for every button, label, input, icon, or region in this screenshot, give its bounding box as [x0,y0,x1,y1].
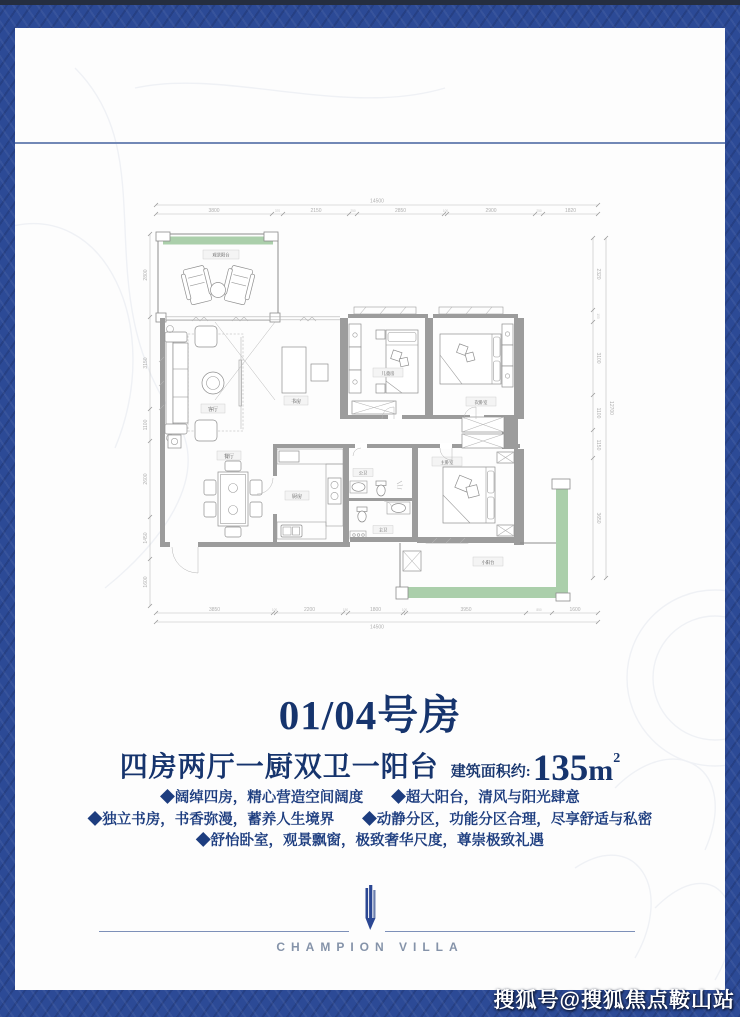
unit-subtitle-row [15,745,725,789]
room-label-kids: 儿童房 [381,370,395,376]
feature-item: ◆独立书房，书香弥漫，蓄养人生境界 [87,811,335,828]
guest-bathroom [350,469,403,497]
dining-room [204,451,262,537]
master-bedroom [432,452,514,536]
feature-item: ◆阔绰四房，精心营造空间阔度 [160,790,364,806]
svg-text:150: 150 [596,313,600,319]
content-panel [15,28,725,990]
svg-text:250: 250 [350,209,356,213]
svg-text:2850: 2850 [394,208,407,214]
secondary-bedroom [440,324,513,406]
room-label-master-bed: 主卧室 [440,459,454,465]
room-label-living: 客厅 [207,406,219,413]
svg-text:3850: 3850 [208,607,221,613]
svg-text:3150: 3150 [143,357,149,369]
svg-text:2200: 2200 [303,607,316,613]
room-label-master-bath: 主卫 [378,527,388,533]
kids-room [349,324,418,414]
master-bathroom [350,502,410,539]
logo-divider-left [99,931,349,932]
area-unit-superscript: 2 [613,751,621,766]
svg-text:1100: 1100 [595,407,601,419]
room-label-view-balcony: 观景阳台 [212,252,230,258]
svg-text:850: 850 [536,608,542,612]
dimension-lines [143,199,614,631]
svg-text:1600: 1600 [569,607,581,613]
svg-text:1820: 1820 [564,208,577,214]
feature-item: ◆舒怡卧室，观景飘窗，极致奢华尺度，尊崇极致礼遇 [196,833,544,849]
area-unit: $m^2$ [588,751,621,787]
svg-text:150: 150 [342,608,349,612]
svg-text:2800: 2800 [143,269,149,281]
svg-text:1100: 1100 [143,419,149,431]
header-band [15,28,725,144]
feature-item: ◆动静分区，功能分区合理，尽享舒适与私密 [362,811,653,828]
watermark-text: 搜狐号@搜狐焦点鞍山站 [493,989,735,1012]
area-value: 135 [532,748,589,789]
svg-text:370: 370 [274,209,281,213]
feature-line-1 [15,788,725,810]
svg-text:2600: 2600 [143,473,149,485]
brand-building-icon [357,884,383,937]
room-label-second-bed: 次卧室 [474,399,488,405]
door-swings [172,407,476,573]
brand-name: CHAMPION VILLA [276,940,464,954]
room-label-small-balcony: 小阳台 [481,559,495,565]
hall-closets [462,417,504,448]
svg-text:250: 250 [536,209,542,213]
svg-text:1800: 1800 [369,607,382,613]
svg-text:100: 100 [401,608,408,612]
living-room [165,322,275,448]
kitchen [277,449,343,539]
area-prefix: 建筑面积约: [450,764,531,780]
dim-total-height: 12700 [608,401,614,415]
svg-text:3100: 3100 [595,352,601,364]
room-label-study: 书房 [290,398,302,405]
view-balcony [156,232,280,322]
room-label-guest-bath: 公卫 [358,470,368,476]
layout-description: 四房两厅一厨双卫一阳台 [119,752,439,783]
room-label-kitchen: 厨房 [291,493,303,500]
svg-text:3950: 3950 [460,607,472,613]
dim-total-width-bottom: 14500 [370,624,384,631]
svg-text:2150: 2150 [310,208,322,214]
top-dark-strip [0,0,740,5]
feature-line-2 [15,810,725,832]
study-room [282,347,328,405]
feature-list [15,788,725,853]
unit-title: 01/04号房 [278,692,462,738]
svg-text:2320: 2320 [595,268,601,280]
feature-line-3 [15,831,725,853]
svg-text:2900: 2900 [485,208,497,214]
svg-text:1600: 1600 [143,576,149,588]
floor-plan-container [140,185,630,635]
svg-text:1450: 1450 [143,532,149,544]
svg-text:3800: 3800 [208,208,220,214]
svg-text:3650: 3650 [595,512,601,524]
svg-text:100: 100 [442,209,449,213]
feature-item: ◆超大阳台，清风与阳光肆意 [391,790,580,806]
room-label-dining: 餐厅 [223,453,235,460]
svg-text:1150: 1150 [595,439,601,451]
svg-text:100: 100 [271,608,278,612]
logo-divider-right [385,931,635,932]
floor-plan [140,185,630,635]
dim-total-width-top: 14500 [370,198,384,205]
